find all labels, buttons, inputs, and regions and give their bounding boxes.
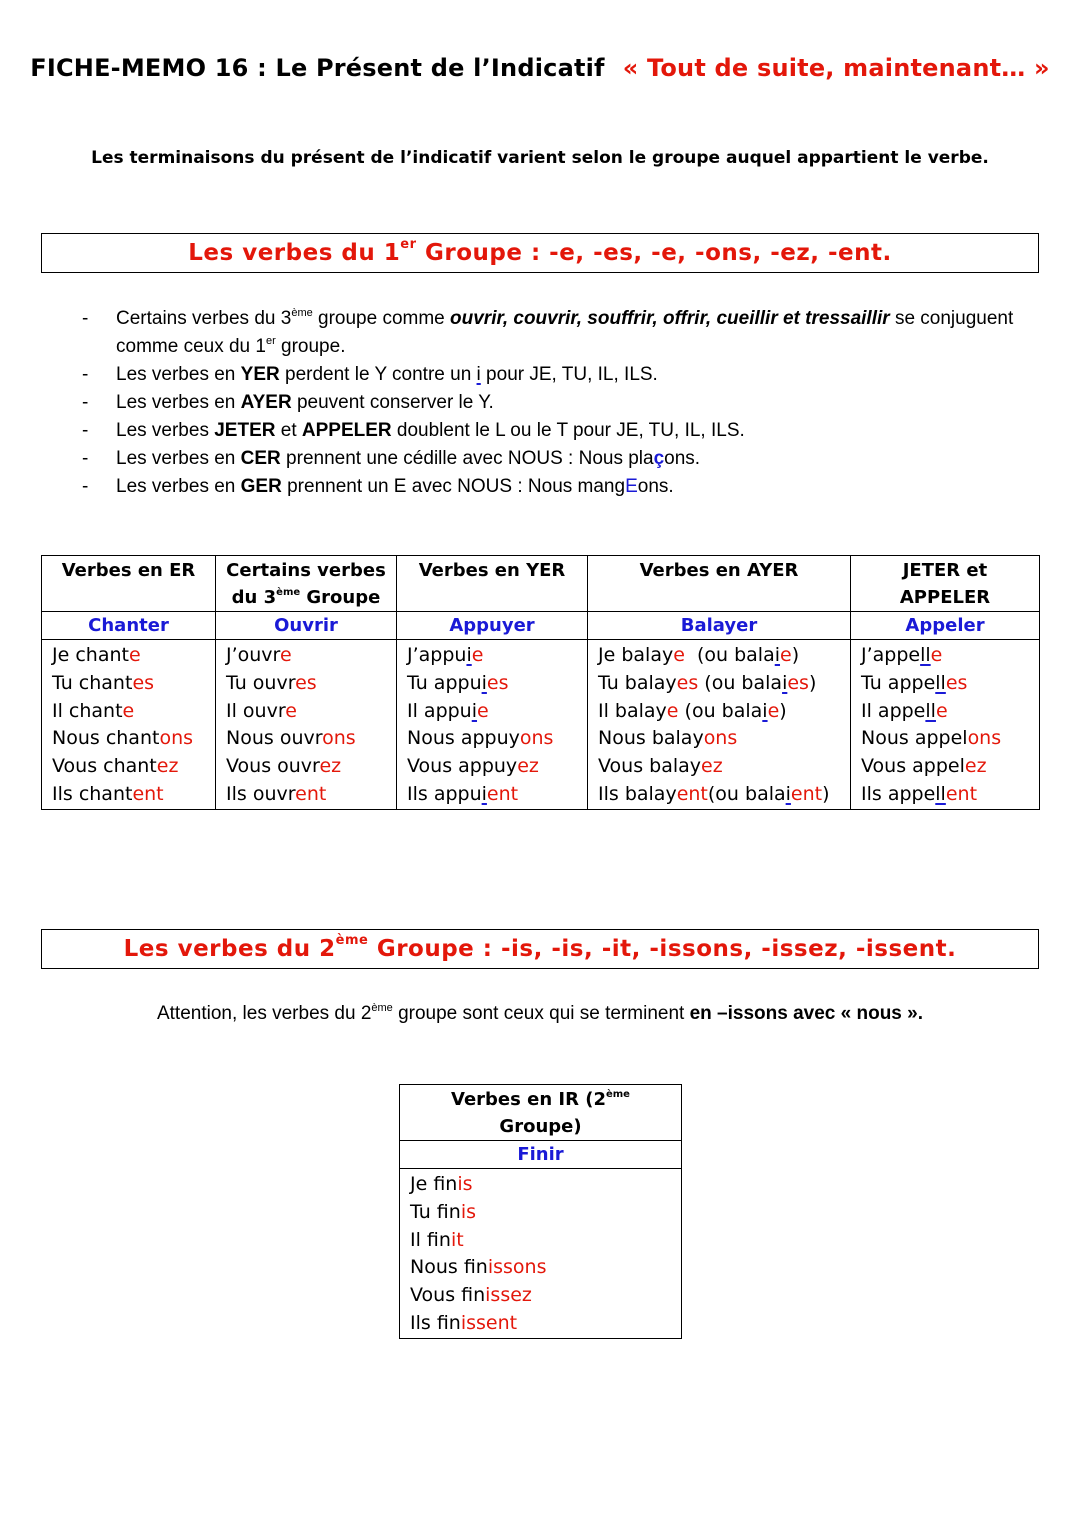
rule-yer: - Les verbes en YER perdent le Y contre un i pour JE, TU, IL, ILS.	[82, 361, 1032, 389]
form-line: Je chante	[52, 644, 141, 666]
verb-finir: Finir	[400, 1141, 682, 1169]
second-group-conjugation-table	[399, 1084, 682, 1339]
form-line: Vous appelez	[861, 755, 987, 778]
group1-heading-sup: er	[400, 237, 417, 252]
form-line: Nous ouvrons	[226, 727, 356, 750]
form-line: Ils appellent	[861, 782, 978, 805]
form-line: Vous appuyez	[407, 755, 539, 778]
group1-heading-box	[41, 233, 1039, 273]
form-line: Tu ouvres	[226, 671, 317, 694]
group2-heading-sup: ème	[335, 933, 369, 948]
verb-chanter: Chanter	[42, 612, 216, 640]
verb-balayer: Balayer	[588, 612, 851, 640]
form-line: Tu chantes	[52, 671, 155, 694]
col-header-ir: Verbes en IR (2ème Groupe)	[400, 1085, 682, 1141]
rules-list	[82, 305, 1032, 501]
group2-heading-prefix: Les verbes du 2	[123, 936, 336, 962]
group1-heading-suffix: Groupe : -e, -es, -e, -ons, -ez, -ent.	[416, 240, 892, 266]
form-line: Vous chantez	[52, 755, 179, 778]
group2-heading-box	[41, 929, 1039, 969]
page-title	[0, 54, 1080, 82]
table-verb-row	[400, 1141, 682, 1169]
forms-chanter	[42, 640, 216, 810]
form-line: Il ouvre	[226, 699, 297, 722]
col-header-er: Verbes en ER	[42, 556, 216, 612]
form-line: Ils ouvrent	[226, 782, 327, 805]
first-group-conjugation-table	[41, 555, 1040, 810]
group1-heading-prefix: Les verbes du 1	[188, 240, 401, 266]
form-line: Tu finis	[410, 1200, 476, 1223]
title-subtitle: « Tout de suite, maintenant… »	[622, 54, 1050, 82]
form-line: Il finit	[410, 1228, 464, 1251]
col-header-third-group: Certains verbes du 3ème Groupe	[216, 556, 397, 612]
table-header-row	[42, 556, 1040, 612]
table-header-row	[400, 1085, 682, 1141]
form-line: Tu appelles	[861, 671, 968, 694]
form-line: J’ouvre	[226, 644, 292, 666]
form-line: Vous balayez	[598, 755, 723, 778]
form-line: Ils finissent	[410, 1311, 518, 1334]
form-line: Nous appuyons	[407, 727, 554, 750]
form-line: Vous ouvrez	[226, 755, 342, 778]
rule-ger: - Les verbes en GER prennent un E avec NOUS : Nous mangEons.	[82, 473, 1032, 501]
intro-text: Les terminaisons du présent de l’indicatif varient selon le groupe auquel appartient le verbe.	[91, 148, 989, 168]
form-line: Nous balayons	[598, 727, 738, 750]
forms-finir	[400, 1169, 682, 1339]
form-line: Tu appuies	[407, 671, 509, 694]
verb-appeler: Appeler	[851, 612, 1040, 640]
rule-cer: - Les verbes en CER prennent une cédille avec NOUS : Nous plaçons.	[82, 445, 1032, 473]
forms-balayer	[588, 640, 851, 810]
attention-note: Attention, les verbes du 2ème groupe sont ceux qui se terminent en –issons avec « nous ».	[156, 1002, 923, 1024]
forms-appuyer	[397, 640, 588, 810]
verb-ouvrir: Ouvrir	[216, 612, 397, 640]
form-line: Il chante	[52, 699, 135, 722]
col-header-jeter-appeler: JETER et APPELER	[851, 556, 1040, 612]
form-line: Il appelle	[861, 699, 948, 722]
form-line: Il appuie	[407, 699, 489, 722]
form-line: Ils chantent	[52, 782, 164, 805]
form-line: Ils balayent(ou balaient)	[598, 782, 830, 805]
col-header-ayer: Verbes en AYER	[588, 556, 851, 612]
form-line: Je balaye (ou balaie)	[598, 644, 800, 666]
table-forms-row	[42, 640, 1040, 810]
rule-jeter-appeler: - Les verbes JETER et APPELER doublent le L ou le T pour JE, TU, IL, ILS.	[82, 417, 1032, 445]
col-header-yer: Verbes en YER	[397, 556, 588, 612]
verb-appuyer: Appuyer	[397, 612, 588, 640]
form-line: Il balaye (ou balaie)	[598, 699, 787, 722]
table-verb-row	[42, 612, 1040, 640]
form-line: Nous finissons	[410, 1256, 547, 1279]
table-forms-row	[400, 1169, 682, 1339]
rule-third-group: - Certains verbes du 3ème groupe comme ouvrir, couvrir, souffrir, offrir, cueillir et tressaillir se conjuguent comme ceux du 1er groupe.	[82, 305, 1032, 361]
form-line: Ils appuient	[407, 782, 519, 805]
group2-heading-suffix: Groupe : -is, -is, -it, -issons, -issez, -issent.	[368, 936, 957, 962]
form-line: Nous chantons	[52, 727, 194, 750]
forms-ouvrir	[216, 640, 397, 810]
title-main: FICHE-MEMO 16 : Le Présent de l’Indicatif	[30, 54, 605, 82]
form-line: J’appuie	[407, 644, 484, 666]
form-line: J’appelle	[861, 644, 943, 666]
forms-appeler	[851, 640, 1040, 810]
form-line: Tu balayes (ou balaies)	[598, 671, 817, 694]
form-line: Nous appelons	[861, 727, 1002, 750]
form-line: Vous finissez	[410, 1284, 532, 1307]
rule-ayer: - Les verbes en AYER peuvent conserver le Y.	[82, 389, 1032, 417]
form-line: Je finis	[410, 1173, 473, 1195]
